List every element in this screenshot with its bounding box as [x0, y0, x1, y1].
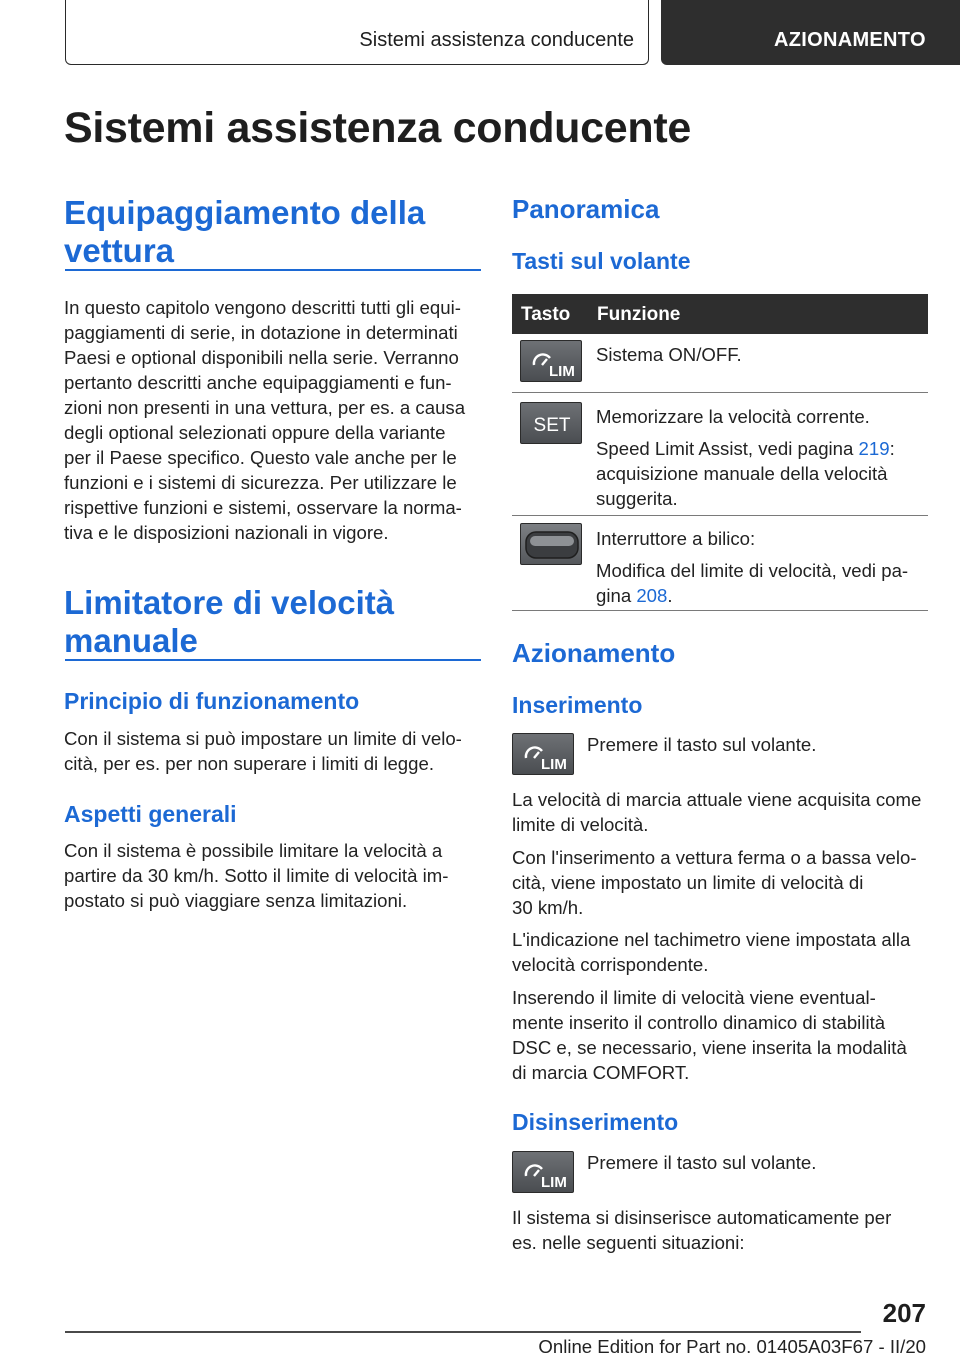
general-paragraph: Con il sistema è possibile limitare la velocità a partire da 30 km/h. Sotto il limite di velocità im‐ postato si può viaggiare senza limitazioni.	[64, 840, 449, 911]
overview-heading: Panoramica	[512, 194, 660, 224]
lim-button-icon	[512, 733, 574, 775]
lim-button-icon	[520, 340, 582, 382]
page-number: 207	[882, 1298, 926, 1328]
svg-text:LIM: LIM	[549, 363, 575, 380]
header-chapter-label: AZIONAMENTO	[774, 29, 926, 51]
rocker-switch-icon	[520, 523, 582, 565]
table-row-3-function: Interruttore a bilico: Modifica del limite di velocità, vedi pa‐ gina 208.	[596, 528, 909, 606]
activation-press-text: Premere il tasto sul volante.	[587, 734, 817, 755]
operation-heading: Azionamento	[512, 638, 676, 668]
table-row-2-function: Memorizzare la velocità corrente. Speed Limit Assist, vedi pagina 219: acquisizione manuale della velocità suggerita.	[596, 406, 895, 509]
page-link-219[interactable]: 219	[858, 438, 890, 459]
activation-paragraph-4: Inserendo il limite di velocità viene eventual‐ mente inserito il controllo dinamico di stabilità DSC e, se necessario, viene inserita la modalità di marcia COMFORT.	[512, 987, 907, 1083]
footer-rule	[65, 1331, 861, 1333]
deactivation-paragraph: Il sistema si disinserisce automaticamente per es. nelle seguenti situazioni:	[512, 1207, 892, 1253]
keys-heading: Tasti sul volante	[512, 248, 691, 274]
header-section-label: Sistemi assistenza conducente	[359, 29, 634, 51]
principle-heading: Principio di funzionamento	[64, 688, 360, 714]
page-title: Sistemi assistenza conducente	[64, 104, 691, 152]
table-row-1-function: Sistema ON/OFF.	[596, 344, 742, 365]
header-chapter-tab	[661, 0, 960, 65]
table-header-function: Funzione	[597, 304, 681, 325]
page-link-208[interactable]: 208	[636, 585, 668, 606]
table-row-divider	[512, 610, 928, 611]
general-heading: Aspetti generali	[64, 801, 237, 827]
deactivation-press-text: Premere il tasto sul volante.	[587, 1152, 817, 1173]
table-header-key: Tasto	[521, 304, 571, 325]
deactivation-heading: Disinserimento	[512, 1109, 679, 1135]
equipment-heading: Equipaggiamento della vettura	[64, 194, 426, 269]
edition-note: Online Edition for Part no. 01405A03F67 - II/20	[538, 1336, 926, 1357]
set-button-icon	[520, 402, 582, 444]
header-section-tab	[65, 0, 649, 65]
table-row-divider	[512, 515, 928, 516]
activation-paragraph-2: Con l'inserimento a vettura ferma o a bassa velo‐ cità, viene impostato un limite di velocità di 30 km/h.	[512, 847, 917, 918]
table-header	[512, 294, 928, 334]
activation-heading: Inserimento	[512, 692, 643, 718]
limiter-heading: Limitatore di velocità manuale	[64, 584, 395, 659]
principle-paragraph: Con il sistema si può impostare un limite di velo‐ cità, per es. per non superare i limiti di legge.	[64, 728, 462, 774]
equipment-heading-rule	[65, 269, 481, 271]
activation-paragraph-3: L'indicazione nel tachimetro viene impostata alla velocità corrispondente.	[512, 929, 911, 975]
svg-text:LIM: LIM	[541, 1174, 567, 1191]
activation-paragraph-1: La velocità di marcia attuale viene acquisita come limite di velocità.	[512, 789, 922, 835]
svg-text:SET: SET	[533, 415, 571, 436]
svg-text:LIM: LIM	[541, 756, 567, 773]
table-row-divider	[512, 392, 928, 393]
equipment-paragraph: In questo capitolo vengono descritti tutti gli equi‐ paggiamenti di serie, in dotazione in determinati Paesi e optional disponibili nella serie. Verranno pertanto descritti anche equipaggiamenti e fun‐ zioni non presenti in una vettura, per es. a causa degli optional selezionati oppure della variante per il Paese specifico. Questo vale anche per le funzioni e i sistemi di sicurezza. Per utilizzare le rispettive funzioni e sistemi, osservare la norma‐ tiva e le disposizioni nazionali in vigore.	[64, 297, 466, 543]
lim-button-icon	[512, 1151, 574, 1193]
limiter-heading-rule	[65, 659, 481, 661]
